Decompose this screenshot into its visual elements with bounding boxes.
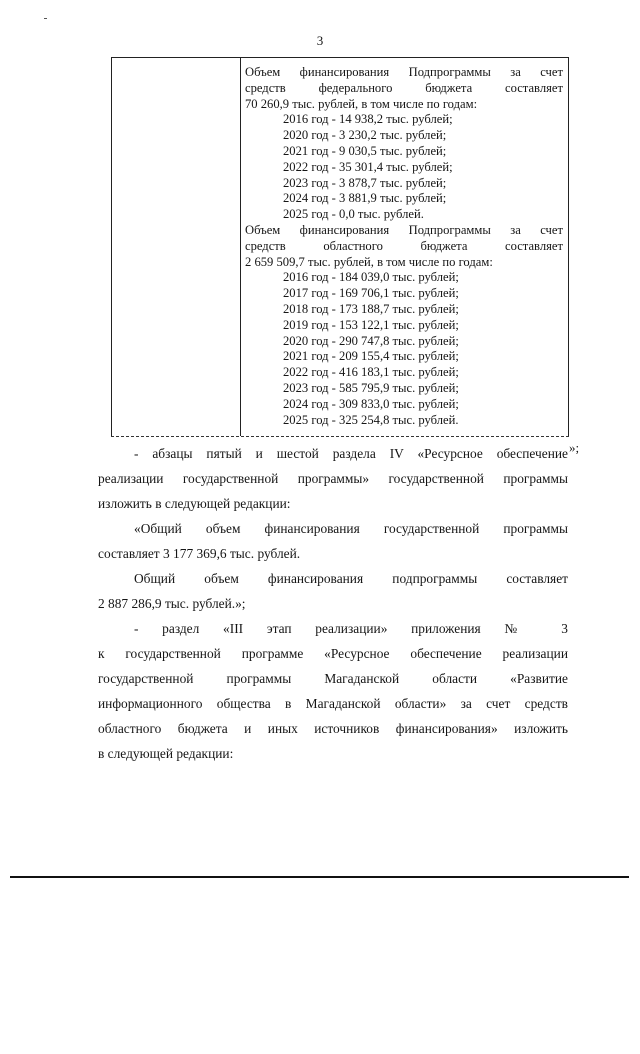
paragraph-line: 2 887 286,9 тыс. рублей.»; bbox=[98, 596, 246, 611]
paragraph-line: изложить в следующей редакции: bbox=[98, 496, 291, 511]
federal-year-line: 2025 год - 0,0 тыс. рублей. bbox=[283, 207, 424, 222]
regional-year-line: 2018 год - 173 188,7 тыс. рублей; bbox=[283, 301, 459, 316]
regional-year-line: 2025 год - 325 254,8 тыс. рублей. bbox=[283, 412, 459, 427]
federal-intro-line-1: Объем финансирования Подпрограммы за счет bbox=[245, 65, 563, 79]
paragraph-line: государственной программы Магаданской области «Развитие bbox=[98, 671, 568, 686]
federal-intro-line-2: средств федерального бюджета составляет bbox=[245, 80, 563, 95]
federal-year-line: 2016 год - 14 938,2 тыс. рублей; bbox=[283, 112, 453, 127]
paragraph-total-program bbox=[98, 516, 568, 566]
paragraph-line: - раздел «III этап реализации» приложения № 3 bbox=[134, 621, 568, 636]
horizontal-rule bbox=[10, 876, 629, 878]
page-number: 3 bbox=[316, 33, 324, 48]
paragraph-line: Общий объем финансирования подпрограммы составляет bbox=[134, 571, 568, 586]
regional-intro-line-2: средств областного бюджета составляет bbox=[245, 238, 563, 253]
paragraph-line: информационного общества в Магаданской области» за счет средств bbox=[98, 696, 568, 711]
regional-total-line: 2 659 509,7 тыс. рублей, в том числе по годам: bbox=[245, 254, 493, 269]
table-closing-quote: »; bbox=[569, 440, 580, 455]
regional-year-line: 2021 год - 209 155,4 тыс. рублей; bbox=[283, 349, 459, 364]
paragraph-line: к государственной программе «Ресурсное обеспечение реализации bbox=[98, 646, 568, 661]
paragraph-amend-appendix-3 bbox=[98, 616, 568, 766]
paragraph-line: составляет 3 177 369,6 тыс. рублей. bbox=[98, 546, 301, 561]
federal-year-line: 2023 год - 3 878,7 тыс. рублей; bbox=[283, 175, 447, 190]
paragraph-line: «Общий объем финансирования государственной программы bbox=[134, 521, 568, 536]
paragraph-line: в следующей редакции: bbox=[98, 746, 234, 761]
table-column-divider bbox=[240, 58, 241, 436]
paragraph-line: - абзацы пятый и шестой раздела IV «Ресурсное обеспечение bbox=[134, 446, 568, 461]
regional-year-line: 2016 год - 184 039,0 тыс. рублей; bbox=[283, 270, 459, 285]
regional-year-line: 2017 год - 169 706,1 тыс. рублей; bbox=[283, 286, 459, 301]
financing-table bbox=[111, 57, 569, 436]
federal-year-line: 2022 год - 35 301,4 тыс. рублей; bbox=[283, 159, 453, 174]
regional-year-line: 2023 год - 585 795,9 тыс. рублей; bbox=[283, 380, 459, 395]
regional-year-line: 2020 год - 290 747,8 тыс. рублей; bbox=[283, 333, 459, 348]
paragraph-amend-section-iv bbox=[98, 441, 568, 516]
regional-year-line: 2022 год - 416 183,1 тыс. рублей; bbox=[283, 365, 459, 380]
paragraph-line: реализации государственной программы» государственной программы bbox=[98, 471, 568, 486]
scan-speck bbox=[44, 18, 47, 19]
paragraph-line: областного бюджета и иных источников финансирования» изложить bbox=[98, 721, 568, 736]
paragraph-total-subprogram bbox=[98, 566, 568, 616]
federal-total-line: 70 260,9 тыс. рублей, в том числе по годам: bbox=[245, 96, 478, 111]
federal-year-line: 2024 год - 3 881,9 тыс. рублей; bbox=[283, 191, 447, 206]
table-bottom-border bbox=[111, 436, 569, 437]
federal-year-line: 2020 год - 3 230,2 тыс. рублей; bbox=[283, 128, 447, 143]
regional-intro-line-1: Объем финансирования Подпрограммы за счет bbox=[245, 222, 563, 237]
financing-cell bbox=[245, 65, 563, 428]
federal-year-line: 2021 год - 9 030,5 тыс. рублей; bbox=[283, 143, 447, 158]
regional-year-line: 2019 год - 153 122,1 тыс. рублей; bbox=[283, 317, 459, 332]
regional-year-line: 2024 год - 309 833,0 тыс. рублей; bbox=[283, 396, 459, 411]
